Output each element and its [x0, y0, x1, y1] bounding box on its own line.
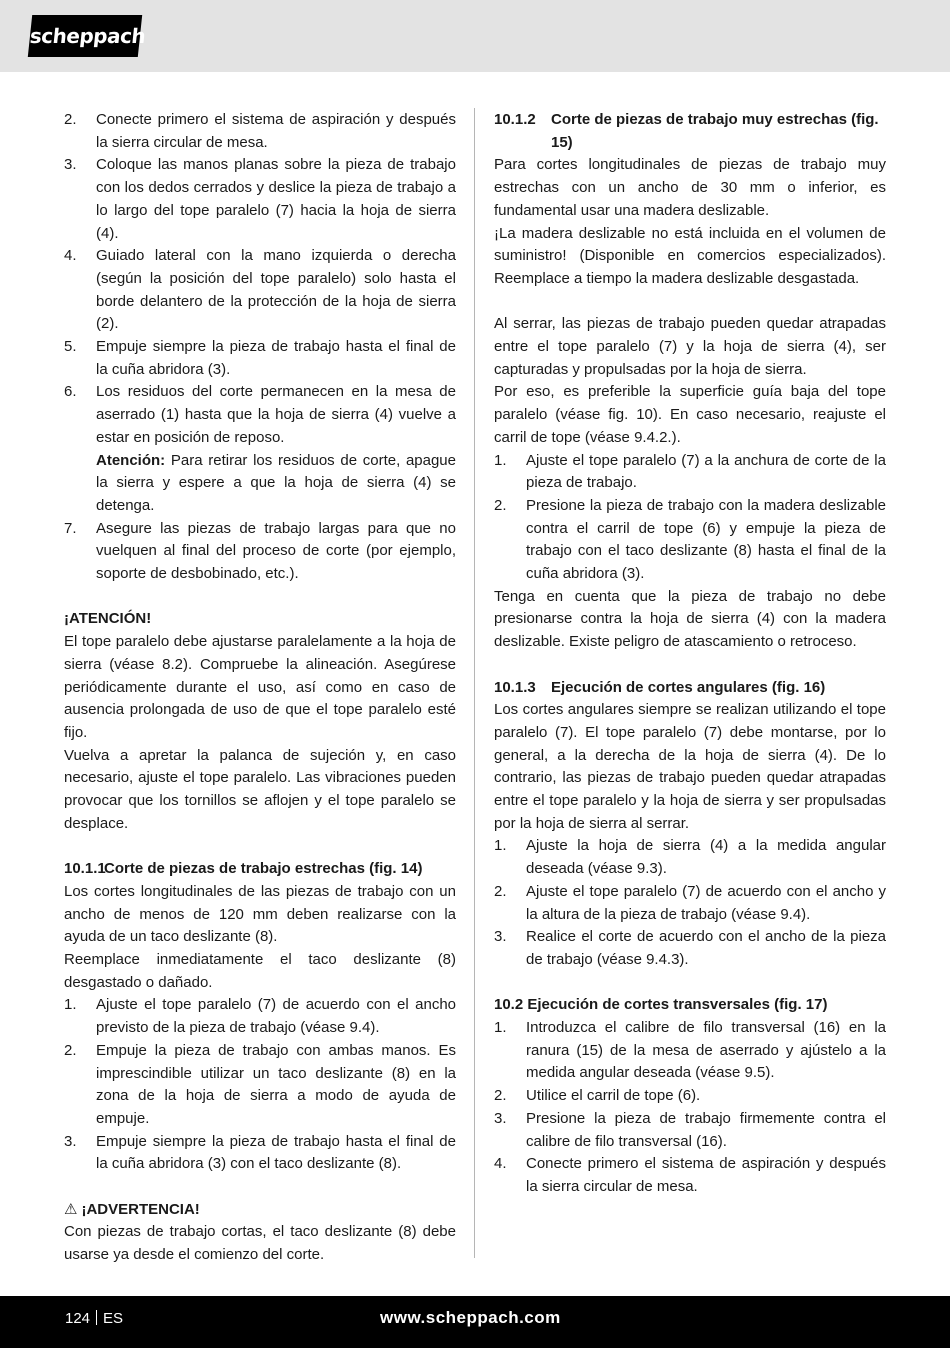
left-column — [64, 109, 456, 1267]
warning-heading: ⚠ ¡ADVERTENCIA! — [64, 1199, 456, 1222]
atencion-heading: ¡ATENCIÓN! — [64, 610, 152, 628]
footer-bar — [0, 1296, 950, 1348]
attention-note — [64, 450, 456, 518]
paragraph: Reemplace inmediatamente el taco deslizante (8) desgastado o dañado. — [64, 950, 456, 991]
page-number: 124 ES — [65, 1310, 124, 1327]
paragraph: Los cortes longitudinales de las piezas de trabajo con un ancho de menos de 120 mm deben realizarse con la ayuda de un taco deslizante (8). — [64, 882, 456, 946]
paragraph: ¡La madera deslizable no está incluida en el volumen de suministro! (Disponible en comercios especializados). Reemplace a tiempo la madera deslizable desgastada. — [494, 224, 886, 287]
paragraph: Con piezas de trabajo cortas, el taco deslizante (8) debe usarse ya desde el comienzo del corte. — [64, 1223, 456, 1264]
list-item: 3. Coloque las manos planas sobre la pieza de trabajo con los dedos cerrados y deslice la pieza de trabajo a lo largo del tope paralelo (7) hacia la hoja de sierra (4). — [64, 156, 456, 242]
section-heading-10-2: 10.2 Ejecución de cortes transversales (fig. 17) — [494, 996, 828, 1014]
scheppach-logo: scheppach — [28, 15, 142, 57]
column-divider — [474, 108, 475, 1258]
paragraph: Vuelva a apretar la palanca de sujeción y, en caso necesario, ajuste el tope paralelo. Las vibraciones pueden provocar que los tornillos se aflojen y el tope paralelo se desplace. — [64, 746, 456, 832]
list-item: 4. Conecte primero el sistema de aspiración y después la sierra circular de mesa. — [494, 1155, 886, 1195]
website-link[interactable]: www.scheppach.com — [380, 1308, 561, 1327]
attention-label: Atención: — [96, 451, 166, 469]
list-item: 1. Introduzca el calibre de filo transversal (16) en la ranura (15) de la mesa de aserrado y ajústelo a la medida angular deseada (véase 9.5). — [494, 1019, 886, 1082]
list-item: 2. Utilice el carril de tope (6). — [494, 1087, 701, 1105]
list-item: 3. Realice el corte de acuerdo con el ancho de la pieza de trabajo (véase 9.4.3). — [494, 928, 886, 968]
paragraph: Al serrar, las piezas de trabajo pueden quedar atrapadas entre el tope paralelo (7) y la hoja de sierra (4), ser capturadas y propulsadas por la hoja de sierra. — [494, 315, 886, 378]
paragraph: Para cortes longitudinales de piezas de trabajo muy estrechas con un ancho de 30 mm o inferior, es fundamental usar una madera deslizable. — [494, 156, 886, 219]
list-item: 2. Conecte primero el sistema de aspiración y después la sierra circular de mesa. — [64, 111, 456, 151]
footer-separator — [96, 1310, 97, 1325]
list-item: 1. Ajuste el tope paralelo (7) a la anchura de corte de la pieza de trabajo. — [494, 451, 886, 492]
section-heading-10-1-2: 10.1.2 Corte de piezas de trabajo muy estrechas (fig. 15) — [494, 111, 879, 151]
list-item: 4. Guiado lateral con la mano izquierda o derecha (según la posición del tope paralelo) solo hasta el borde delantero de la protección de la hoja de sierra (2). — [64, 247, 456, 333]
paragraph: Tenga en cuenta que la pieza de trabajo no debe presionarse contra la hoja de sierra (4) con la madera deslizable. Existe peligro de atascamiento o retroceso. — [494, 587, 886, 651]
list-item: 7. Asegure las piezas de trabajo largas para que no vuelquen al final del proceso de corte (por ejemplo, soporte de desbobinado, etc.). — [64, 519, 456, 583]
list-item: 2. Empuje la pieza de trabajo con ambas manos. Es imprescindible utilizar un taco deslizante (8) en la zona de la hoja de sierra a modo de ayuda de empuje. — [64, 1041, 456, 1127]
list-item: 2. Ajuste el tope paralelo (7) de acuerdo con el ancho y la altura de la pieza de trabajo (véase 9.4). — [494, 882, 886, 923]
list-item: 1. Ajuste la hoja de sierra (4) a la medida angular deseada (véase 9.3). — [494, 837, 886, 878]
header-band — [0, 0, 950, 72]
paragraph: El tope paralelo debe ajustarse paralelamente a la hoja de sierra (véase 8.2). Compruebe la alineación. Asegúrese periódicamente durante el uso, así como en caso de ausencia prolongada de uso de que el tope paralelo esté fijo. — [64, 633, 456, 741]
section-heading-10-1-1: 10.1.1 Corte de piezas de trabajo estrechas (fig. 14) — [64, 860, 423, 878]
list-item: 3. Empuje siempre la pieza de trabajo hasta el final de la cuña abridora (3) con el taco deslizante (8). — [64, 1132, 456, 1173]
section-heading-10-1-3: 10.1.3 Ejecución de cortes angulares (fig. 16) — [494, 678, 826, 696]
language-code: ES — [103, 1310, 124, 1327]
paragraph: Por eso, es preferible la superficie guía baja del tope paralelo (véase fig. 10). En caso necesario, reajuste el carril de tope (véase 9.4.2.). — [494, 383, 886, 446]
warning-triangle-icon: ⚠ — [64, 1200, 78, 1218]
attention-text: Para retirar los residuos de corte, apague la sierra y espere a que la hoja de sierra (4) se detenga. — [96, 451, 456, 514]
paragraph: Los cortes angulares siempre se realizan utilizando el tope paralelo (7). El tope paralelo (7) debe montarse, por lo general, a la derecha de la hoja de sierra (4). De lo contrario, las piezas de trabajo pueden quedar atrapadas entre el tope paralelo y la hoja de sierra y ser propulsadas por la hoja de sierra al serrar. — [494, 701, 886, 832]
right-column — [494, 109, 886, 1199]
list-item: 5. Empuje siempre la pieza de trabajo hasta el final de la cuña abridora (3). — [64, 338, 456, 378]
list-item: 6. Los residuos del corte permanecen en la mesa de aserrado (1) hasta que la hoja de sierra (4) vuelve a estar en posición de reposo. — [64, 383, 456, 446]
list-item: 2. Presione la pieza de trabajo con la madera deslizable contra el carril de tope (6) y empuje la pieza de trabajo con el taco deslizante (8) hasta el final de la cuña abridora (3). — [494, 496, 886, 583]
list-item: 1. Ajuste el tope paralelo (7) de acuerdo con el ancho previsto de la pieza de trabajo (véase 9.4). — [64, 996, 456, 1037]
list-item: 3. Presione la pieza de trabajo firmemente contra el calibre de filo transversal (16). — [494, 1109, 886, 1150]
